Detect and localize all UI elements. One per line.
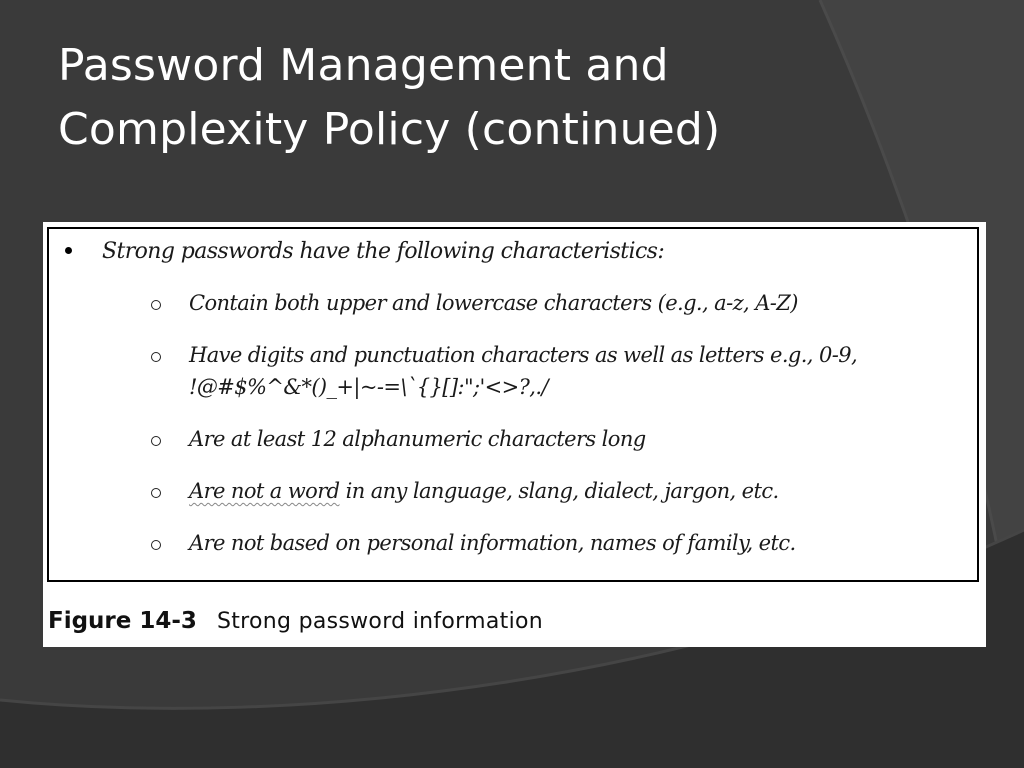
sub-bullet-1 xyxy=(149,287,969,319)
caption-text: Strong password information xyxy=(216,609,543,634)
figure-box xyxy=(47,227,979,582)
sub-bullet-4-rest: in any language, slang, dialect, jargon, etc. xyxy=(339,479,779,503)
sub-bullet-4-underlined: Are not a word xyxy=(189,479,340,503)
sub-bullet-3 xyxy=(149,423,969,455)
circle-bullet-icon xyxy=(151,436,161,446)
main-bullet xyxy=(65,239,664,264)
sub-bullet-4 xyxy=(149,475,969,507)
circle-bullet-icon xyxy=(151,488,161,498)
title-line-1: Password Management and xyxy=(58,40,669,91)
title-line-2: Complexity Policy (continued) xyxy=(58,104,721,155)
sub-bullet-5 xyxy=(149,527,969,559)
sub-bullet-2-text: Have digits and punctuation characters as well as letters e.g., 0-9, !@#$%^&*()_+|~-=\`{}[]:";'<>?,./ xyxy=(189,343,858,399)
figure-caption xyxy=(48,608,543,634)
sub-bullet-2 xyxy=(149,339,969,403)
sub-bullet-list xyxy=(149,287,969,579)
slide-title xyxy=(58,34,958,162)
sub-bullet-5-text: Are not based on personal information, names of family, etc. xyxy=(189,531,796,555)
circle-bullet-icon xyxy=(151,540,161,550)
bullet-dot-icon xyxy=(65,247,72,254)
sub-bullet-3-text: Are at least 12 alphanumeric characters long xyxy=(189,427,646,451)
circle-bullet-icon xyxy=(151,300,161,310)
sub-bullet-1-text: Contain both upper and lowercase characters (e.g., a-z, A-Z) xyxy=(189,291,798,315)
caption-number: Figure 14-3 xyxy=(48,608,197,634)
circle-bullet-icon xyxy=(151,352,161,362)
figure-image xyxy=(43,222,986,647)
main-bullet-text: Strong passwords have the following characteristics: xyxy=(102,239,665,264)
